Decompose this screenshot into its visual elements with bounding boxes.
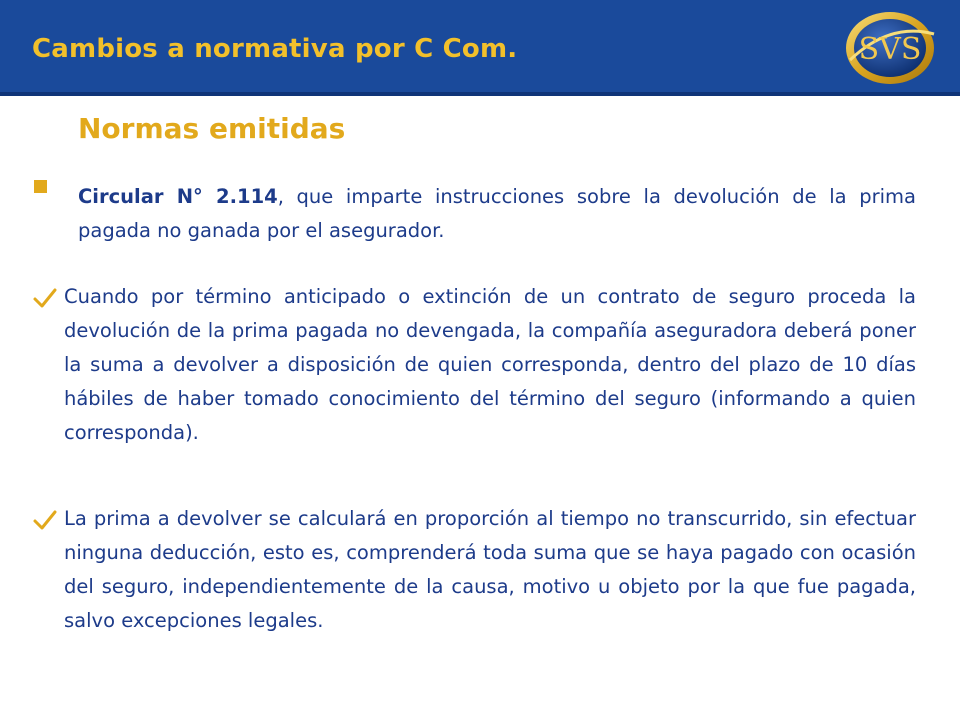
- logo-text: SVS: [858, 32, 922, 67]
- header-divider: [0, 92, 960, 96]
- square-bullet-icon: [34, 180, 47, 193]
- svs-logo: [842, 8, 938, 88]
- slide-header-title: Cambios a normativa por C Com.: [32, 34, 518, 64]
- checkmark-icon: [32, 286, 58, 310]
- checkmark-icon: [32, 508, 58, 532]
- intro-paragraph: [78, 180, 916, 248]
- section-title: Normas emitidas: [78, 112, 346, 145]
- intro-text: , que imparte instrucciones sobre la devolución de la prima pagada no ganada por el asegurador.: [78, 185, 916, 242]
- point-paragraph: Cuando por término anticipado o extinción de un contrato de seguro proceda la devolución de la prima pagada no devengada, la compañía aseguradora deberá poner la suma a devolver a disposición de quien corresponda, dentro del plazo de 10 días hábiles de haber tomado conocimiento del término del seguro (informando a quien corresponda).: [64, 285, 916, 444]
- point-paragraph: La prima a devolver se calculará en proporción al tiempo no transcurrido, sin efectuar ninguna deducción, esto es, comprenderá toda suma que se haya pagado con ocasión del seguro, independientemente de la causa, motivo u objeto por la que fue pagada, salvo excepciones legales.: [64, 507, 916, 632]
- circular-reference: Circular N° 2.114: [78, 185, 278, 208]
